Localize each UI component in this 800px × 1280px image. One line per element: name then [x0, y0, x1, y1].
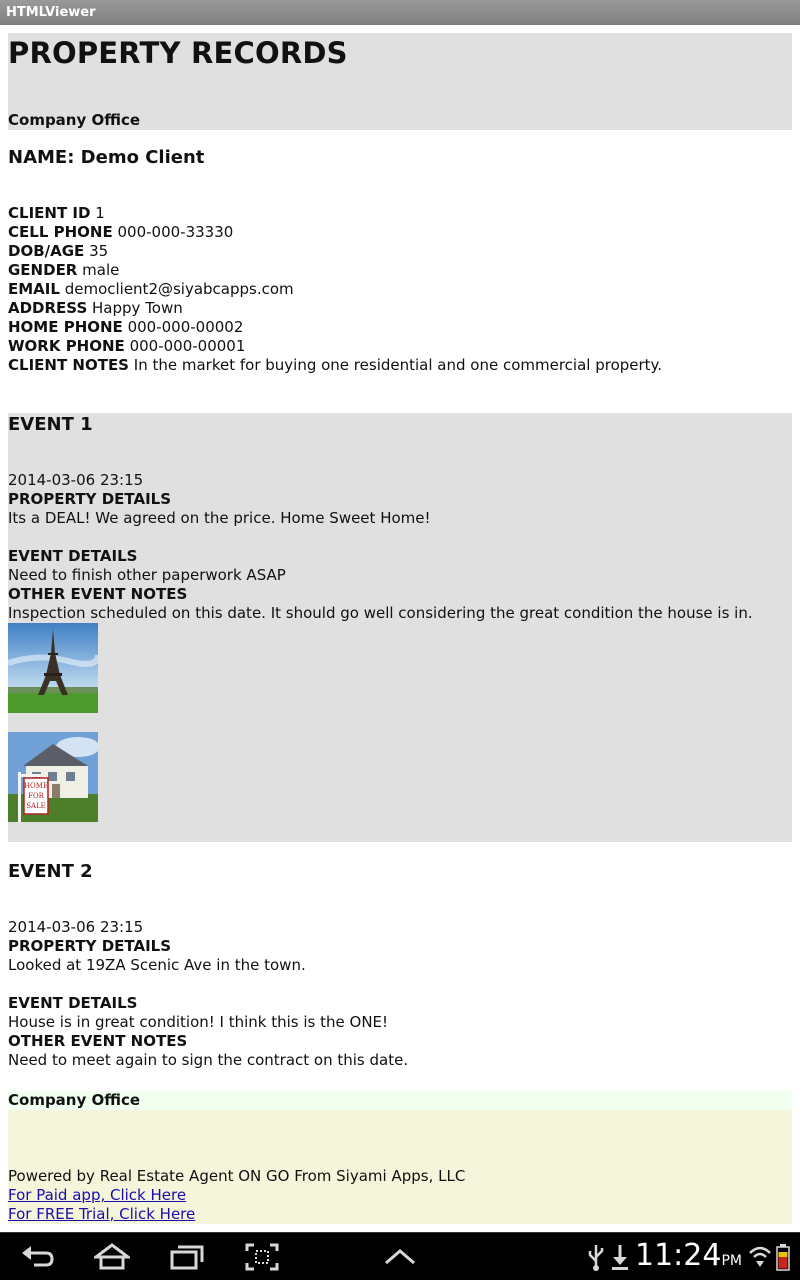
event-datetime: 2014-03-06 23:15 — [8, 918, 144, 936]
field-value: 000-000-00001 — [129, 337, 246, 355]
sign-word-home: HOME — [23, 782, 49, 790]
property-details-text: Its a DEAL! We agreed on the price. Home Sweet Home! — [8, 509, 431, 527]
field-value: Happy Town — [92, 299, 183, 317]
field-value: democlient2@siyabcapps.com — [64, 280, 294, 298]
header-office-label: Company Office — [8, 111, 141, 129]
field-value: 000-000-33330 — [117, 223, 234, 241]
field-cell-phone — [8, 223, 792, 242]
field-client-notes — [8, 356, 792, 375]
powered-by-text: Powered by Real Estate Agent ON GO From Siyami Apps, LLC — [8, 1167, 466, 1185]
field-label: EMAIL — [8, 280, 60, 298]
page-title: PROPERTY RECORDS — [8, 36, 348, 70]
menu-up-icon[interactable] — [382, 1241, 418, 1273]
page-content — [8, 33, 792, 1224]
field-gender — [8, 261, 792, 280]
wifi-icon — [748, 1243, 772, 1269]
field-client-id — [8, 204, 792, 223]
property-details-label: PROPERTY DETAILS — [8, 937, 172, 955]
field-email — [8, 280, 792, 299]
back-icon[interactable] — [20, 1241, 56, 1273]
client-name: NAME: Demo Client — [8, 147, 205, 168]
clock-ampm: PM — [721, 1253, 742, 1269]
event-details-text: House is in great condition! I think this is the ONE! — [8, 1013, 389, 1031]
footer-section — [8, 1110, 792, 1224]
recent-apps-icon[interactable] — [169, 1241, 205, 1273]
field-label: GENDER — [8, 261, 78, 279]
field-work-phone — [8, 337, 792, 356]
event-datetime: 2014-03-06 23:15 — [8, 471, 144, 489]
usb-icon — [586, 1243, 606, 1271]
field-value: 35 — [89, 242, 109, 260]
property-details-text: Looked at 19ZA Scenic Ave in the town. — [8, 956, 306, 974]
event-details-label: EVENT DETAILS — [8, 994, 138, 1012]
paid-app-link[interactable]: For Paid app, Click Here — [8, 1186, 187, 1204]
eiffel-tower-photo[interactable] — [8, 623, 98, 713]
app-title: HTMLViewer — [6, 5, 96, 20]
client-fields — [8, 204, 792, 375]
event-title: EVENT 2 — [8, 861, 93, 882]
event-details-label: EVENT DETAILS — [8, 547, 138, 565]
field-home-phone — [8, 318, 792, 337]
event-details-text: Need to finish other paperwork ASAP — [8, 566, 286, 584]
clock-time: 11:24 — [635, 1238, 722, 1273]
other-notes-text: Inspection scheduled on this date. It should go well considering the great condition the house is in. — [8, 604, 753, 622]
other-notes-label: OTHER EVENT NOTES — [8, 1032, 188, 1050]
field-value: In the market for buying one residential and one commercial property. — [133, 356, 663, 374]
home-icon[interactable] — [94, 1241, 130, 1273]
event-1-section — [8, 413, 792, 842]
field-label: CLIENT NOTES — [8, 356, 129, 374]
screenshot-icon[interactable] — [244, 1241, 280, 1273]
field-value: 000-000-00002 — [127, 318, 244, 336]
other-notes-text: Need to meet again to sign the contract on this date. — [8, 1051, 409, 1069]
download-icon — [610, 1243, 630, 1271]
field-label: ADDRESS — [8, 299, 88, 317]
field-dob-age — [8, 242, 792, 261]
sign-word-for: FOR — [28, 792, 44, 800]
event-title: EVENT 1 — [8, 414, 93, 435]
field-value: 1 — [95, 204, 105, 222]
field-address — [8, 299, 792, 318]
sign-word-sale: SALE — [26, 802, 46, 810]
field-label: WORK PHONE — [8, 337, 125, 355]
home-for-sale-photo[interactable] — [8, 732, 98, 822]
field-value: male — [82, 261, 120, 279]
battery-icon — [776, 1243, 790, 1271]
status-clock — [635, 1239, 742, 1278]
free-trial-link[interactable]: For FREE Trial, Click Here — [8, 1205, 196, 1223]
system-nav-bar — [0, 1232, 800, 1280]
app-title-bar — [0, 0, 800, 25]
field-label: DOB/AGE — [8, 242, 85, 260]
footer-office-label: Company Office — [8, 1091, 792, 1110]
other-notes-label: OTHER EVENT NOTES — [8, 585, 188, 603]
field-label: HOME PHONE — [8, 318, 123, 336]
field-label: CELL PHONE — [8, 223, 113, 241]
event-2-section — [8, 842, 792, 1091]
property-details-label: PROPERTY DETAILS — [8, 490, 172, 508]
header-section — [8, 33, 792, 130]
field-label: CLIENT ID — [8, 204, 91, 222]
